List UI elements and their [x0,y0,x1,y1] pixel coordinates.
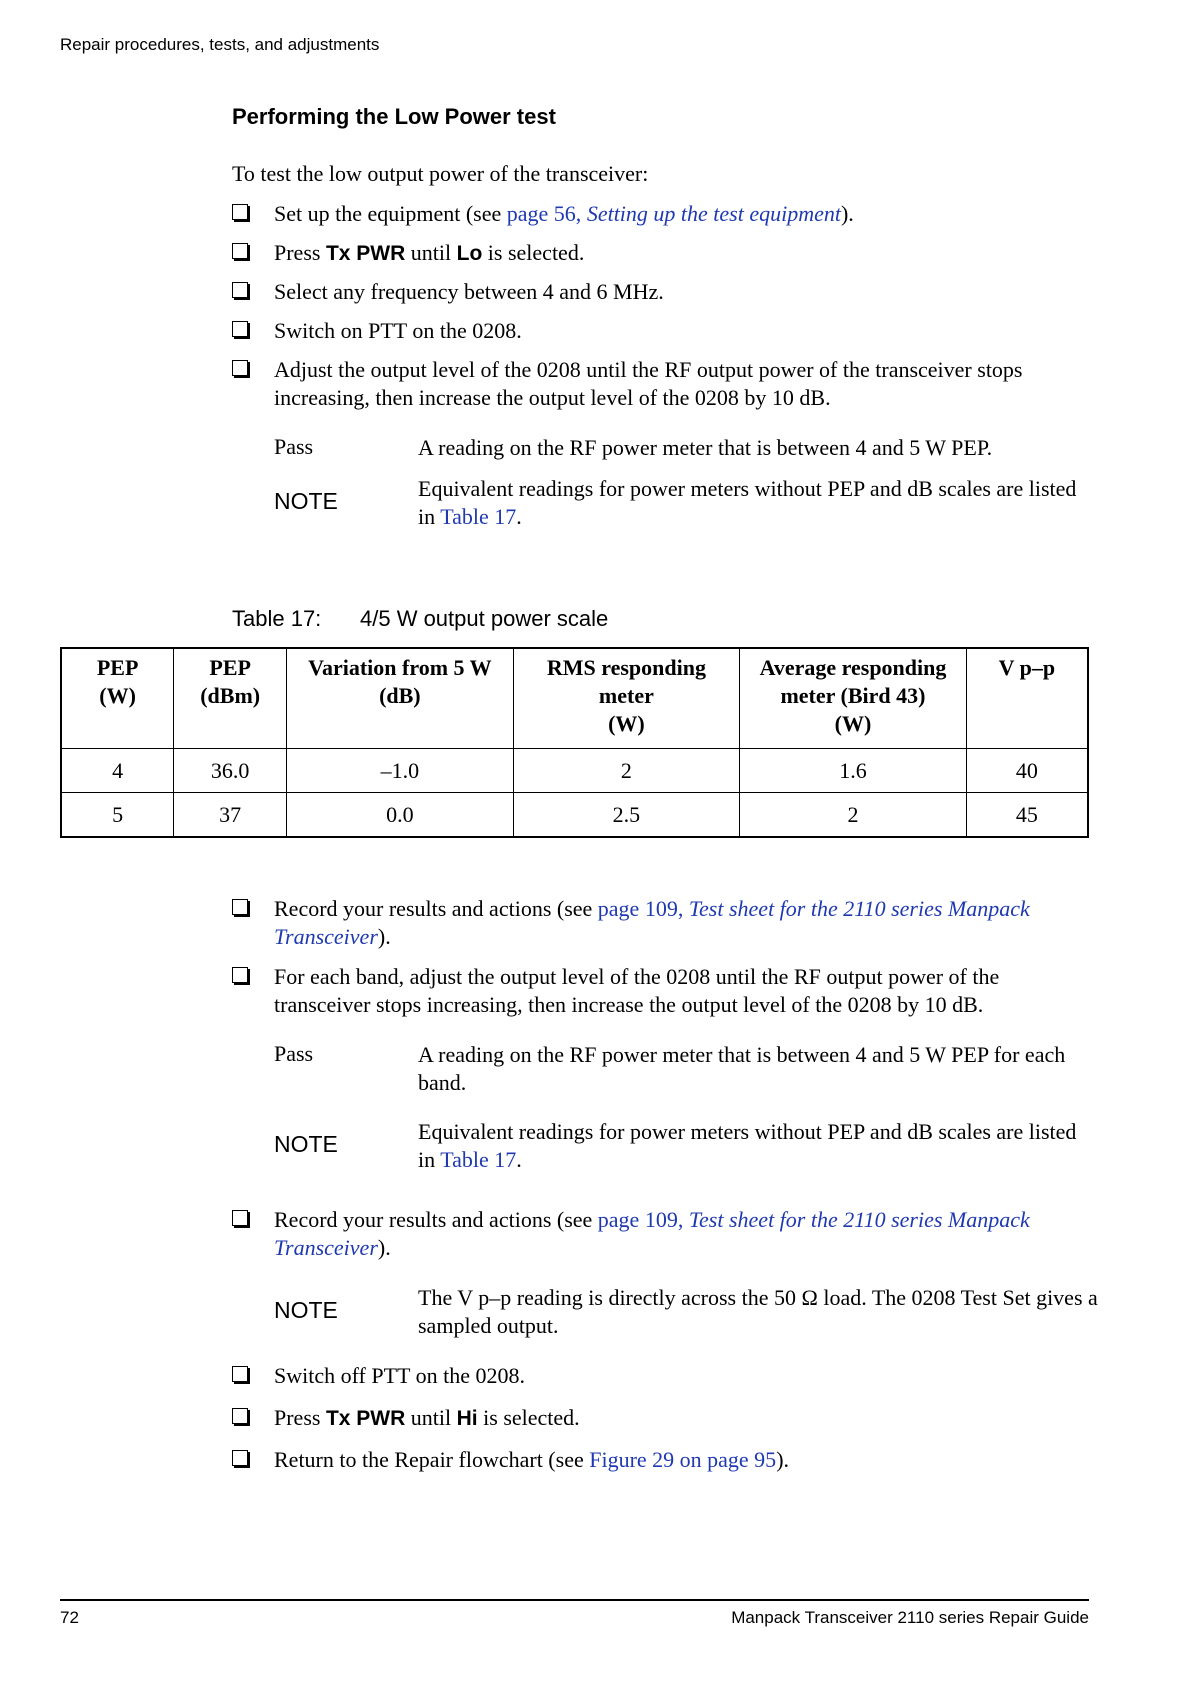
checkbox-icon [232,360,248,376]
checkbox-icon [232,899,248,915]
footer-rule [60,1599,1089,1601]
checkbox-icon [232,204,248,220]
checklist-item-return: Return to the Repair flowchart (see Figure 29 on page 95). [230,1446,1090,1474]
checklist-item-setup: Set up the equipment (see page 56, Setting up the test equipment). [230,200,1090,228]
checkbox-icon [232,1366,248,1382]
pass-text: A reading on the RF power meter that is between 4 and 5 W PEP for each band. [418,1042,1066,1095]
note-label: NOTE [274,1297,338,1323]
pass-text: A reading on the RF power meter that is between 4 and 5 W PEP. [418,435,993,460]
intro-text: To test the low output power of the transceiver: [232,161,649,186]
page-number: 72 [60,1608,79,1627]
table-cell: 36.0 [174,749,287,793]
table-cell: 40 [966,749,1088,793]
note-text: Equivalent readings for power meters without PEP and dB scales are listed in Table 17. [418,476,1077,529]
column-header: PEP (dBm) [174,648,287,749]
checkbox-icon [232,1408,248,1424]
table-cell: 1.6 [740,749,967,793]
checklist-item-record-1: Record your results and actions (see page 109, Test sheet for the 2110 series Manpack Transceiver). [230,895,1030,951]
checklist-item-each-band: For each band, adjust the output level of the 0208 until the RF output power of the transceiver stops increasing, then increase the output level of the 0208 by 10 dB. [230,963,1090,1019]
checkbox-icon [232,243,248,259]
checklist-item-press-hi: Press Tx PWR until Hi is selected. [230,1404,1090,1433]
checklist-item-press-lo: Press Tx PWR until Lo is selected. [230,239,1090,268]
note-text: Equivalent readings for power meters without PEP and dB scales are listed in Table 17. [418,1119,1077,1172]
pass-label: Pass [274,1041,314,1066]
checklist-item-record-2: Record your results and actions (see page 109, Test sheet for the 2110 series Manpack Transceiver). [230,1206,1030,1262]
link-test-sheet[interactable]: page 109, Test sheet for the 2110 series Manpack Transceiver [274,1207,1030,1260]
link-setup-page[interactable]: page 56, Setting up the test equipment [506,201,841,226]
power-scale-table [60,647,1089,838]
table-cell: 2 [513,749,740,793]
table-row [61,749,1088,793]
footer-title: Manpack Transceiver 2110 series Repair Guide [731,1608,1089,1627]
note-label: NOTE [274,488,338,514]
note-text: The V p–p reading is directly across the 50 Ω load. The 0208 Test Set gives a sampled output. [418,1285,1098,1338]
link-test-sheet[interactable]: page 109, Test sheet for the 2110 series Manpack Transceiver [274,896,1030,949]
table-cell: 2 [740,793,967,838]
checkbox-icon [232,1450,248,1466]
table-cell: 0.0 [287,793,514,838]
checklist-item-frequency: Select any frequency between 4 and 6 MHz. [230,278,1090,306]
checkbox-icon [232,282,248,298]
running-header: Repair procedures, tests, and adjustments [60,35,380,54]
link-figure-29[interactable]: Figure 29 on page 95 [589,1447,777,1472]
checkbox-icon [232,967,248,983]
table-cell: 45 [966,793,1088,838]
checklist-item-ptt-on: Switch on PTT on the 0208. [230,317,1090,345]
checkbox-icon [232,1210,248,1226]
table-caption: Table 17: 4/5 W output power scale [232,606,609,631]
table-cell: –1.0 [287,749,514,793]
column-header: RMS responding meter (W) [513,648,740,749]
table-cell: 4 [61,749,174,793]
table-cell: 37 [174,793,287,838]
table-cell: 5 [61,793,174,838]
link-table-17[interactable]: Table 17 [440,504,517,529]
table-row [61,793,1088,838]
table-header-row [61,648,1088,749]
column-header: PEP (W) [61,648,174,749]
note-label: NOTE [274,1131,338,1157]
column-header: Average responding meter (Bird 43) (W) [740,648,967,749]
checkbox-icon [232,321,248,337]
column-header: V p–p [966,648,1088,749]
checklist-item-adjust: Adjust the output level of the 0208 until the RF output power of the transceiver stops increasing, then increase the output level of the 0208 by 10 dB. [230,356,1090,412]
table-cell: 2.5 [513,793,740,838]
pass-label: Pass [274,434,314,459]
section-heading: Performing the Low Power test [232,104,556,129]
checklist-item-ptt-off: Switch off PTT on the 0208. [230,1362,1090,1390]
column-header: Variation from 5 W (dB) [287,648,514,749]
link-table-17[interactable]: Table 17 [440,1147,517,1172]
